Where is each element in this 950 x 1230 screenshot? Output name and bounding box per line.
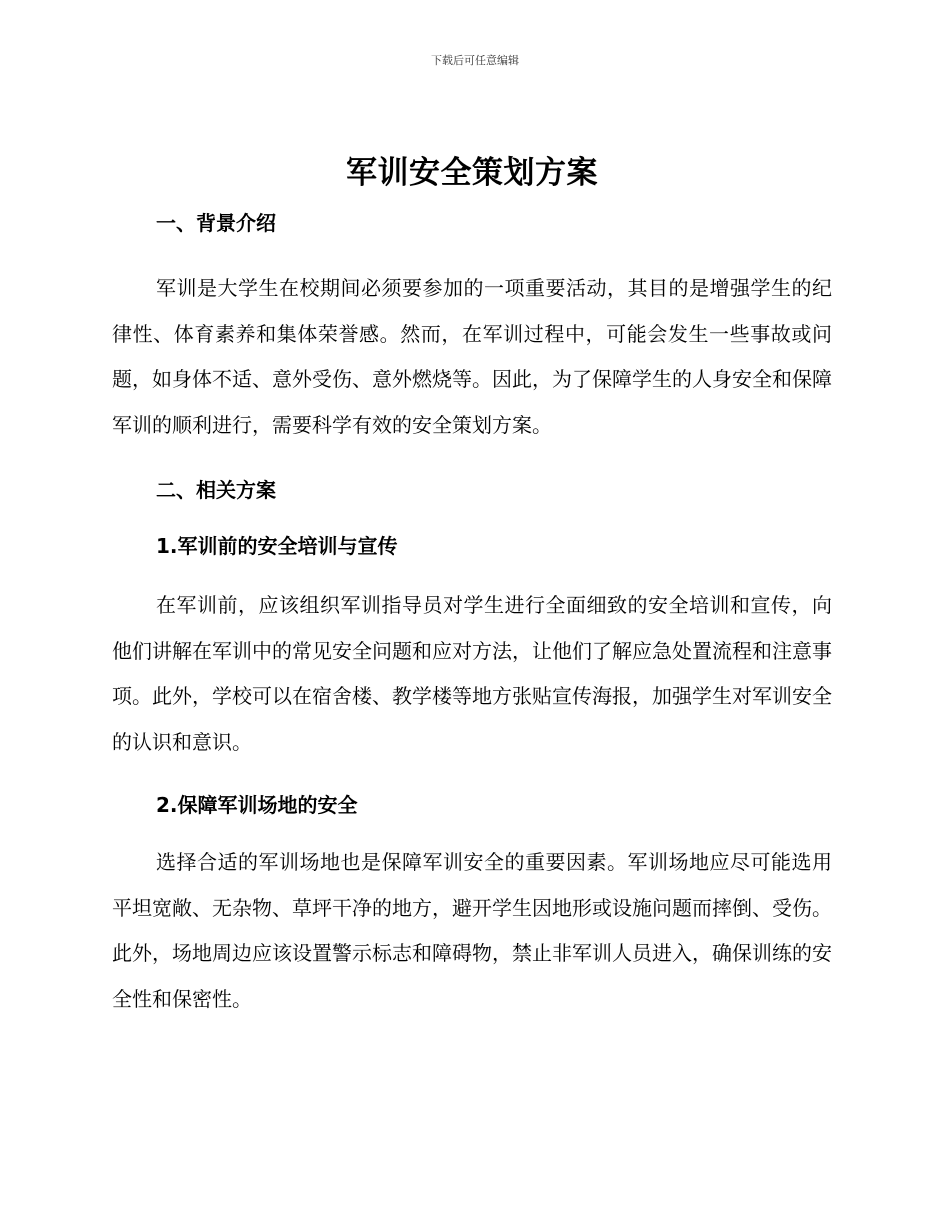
paragraph-venue: 选择合适的军训场地也是保障军训安全的重要因素。军训场地应尽可能选用平坦宽敞、无杂物、草坪干净的地方，避开学生因地形或设施问题而摔倒、受伤。此外，场地周边应该设置警示标志和障碍物，禁止非军训人员进入，确保训练的安全性和保密性。 [112, 850, 832, 1011]
page-header: 下载后可任意编辑 [431, 54, 519, 67]
subsection-heading-training: 1.军训前的安全培训与宣传 [156, 534, 398, 558]
document-body [112, 150, 832, 1022]
subsection-heading-venue: 2.保障军训场地的安全 [156, 793, 358, 817]
document-title: 军训安全策划方案 [346, 155, 598, 191]
paragraph-background: 军训是大学生在校期间必须要参加的一项重要活动，其目的是增强学生的纪律性、体育素养和集体荣誉感。然而，在军训过程中，可能会发生一些事故或问题，如身体不适、意外受伤、意外燃烧等。因此，为了保障学生的人身安全和保障军训的顺利进行，需要科学有效的安全策划方案。 [112, 276, 832, 437]
paragraph-training: 在军训前，应该组织军训指导员对学生进行全面细致的安全培训和宣传，向他们讲解在军训中的常见安全问题和应对方法，让他们了解应急处置流程和注意事项。此外，学校可以在宿舍楼、教学楼等地方张贴宣传海报，加强学生对军训安全的认识和意识。 [112, 593, 832, 754]
section-heading-background: 一、背景介绍 [156, 211, 276, 235]
section-heading-plans: 二、相关方案 [156, 478, 276, 502]
